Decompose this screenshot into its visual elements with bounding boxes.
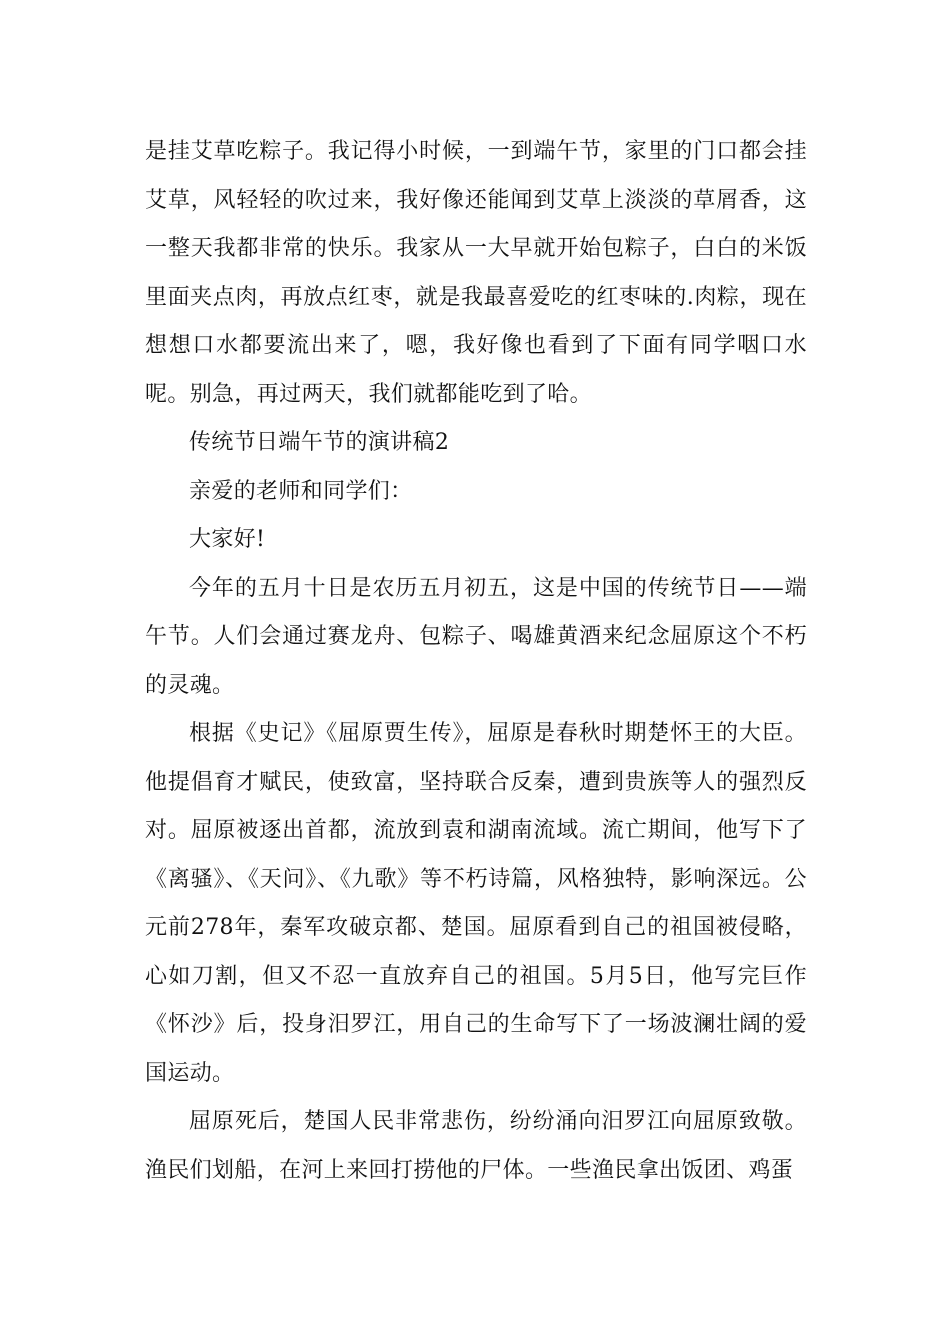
paragraph-quyuan-history: 根据《史记》《屈原贾生传》，屈原是春秋时期楚怀王的大臣。他提倡育才赋民，使致富，坚持联合反秦，遭到贵族等人的强烈反对。屈原被逐出首都，流放到袁和湖南流域。流亡期间，他写下了《离骚》、《天问》、《九歌》等不朽诗篇，风格独特，影响深远。公元前278年，秦军攻破京都、楚国。屈原看到自己的祖国被侵略，心如刀割，但又不忍一直放弃自己的祖国。5月5日，他写完巨作《怀沙》后，投身汨罗江，用自己的生命写下了一场波澜壮阔的爱国运动。 bbox=[145, 721, 807, 1086]
document-body bbox=[145, 128, 807, 1195]
paragraph-after-death: 屈原死后，楚国人民非常悲伤，纷纷涌向汨罗江向屈原致敬。渔民们划船，在河上来回打捞他的尸体。一些渔民拿出饭团、鸡蛋 bbox=[145, 1109, 807, 1183]
paragraph-greeting: 大家好! bbox=[189, 527, 266, 552]
paragraph-speech-title: 传统节日端午节的演讲稿2 bbox=[189, 430, 450, 455]
paragraph-festival-intro: 今年的五月十日是农历五月初五，这是中国的传统节日——端午节。人们会通过赛龙舟、包粽子、喝雄黄酒来纪念屈原这个不朽的灵魂。 bbox=[145, 575, 807, 698]
paragraph-continued-text: 是挂艾草吃粽子。我记得小时候，一到端午节，家里的门口都会挂艾草，风轻轻的吹过来，我好像还能闻到艾草上淡淡的草屑香，这一整天我都非常的快乐。我家从一大早就开始包粽子，白白的米饭里面夹点肉，再放点红枣，就是我最喜爱吃的红枣味的.肉粽，现在想想口水都要流出来了，嗯，我好像也看到了下面有同学咽口水呢。别急，再过两天，我们就都能吃到了哈。 bbox=[145, 139, 807, 407]
paragraph-salutation: 亲爱的老师和同学们： bbox=[189, 478, 413, 504]
